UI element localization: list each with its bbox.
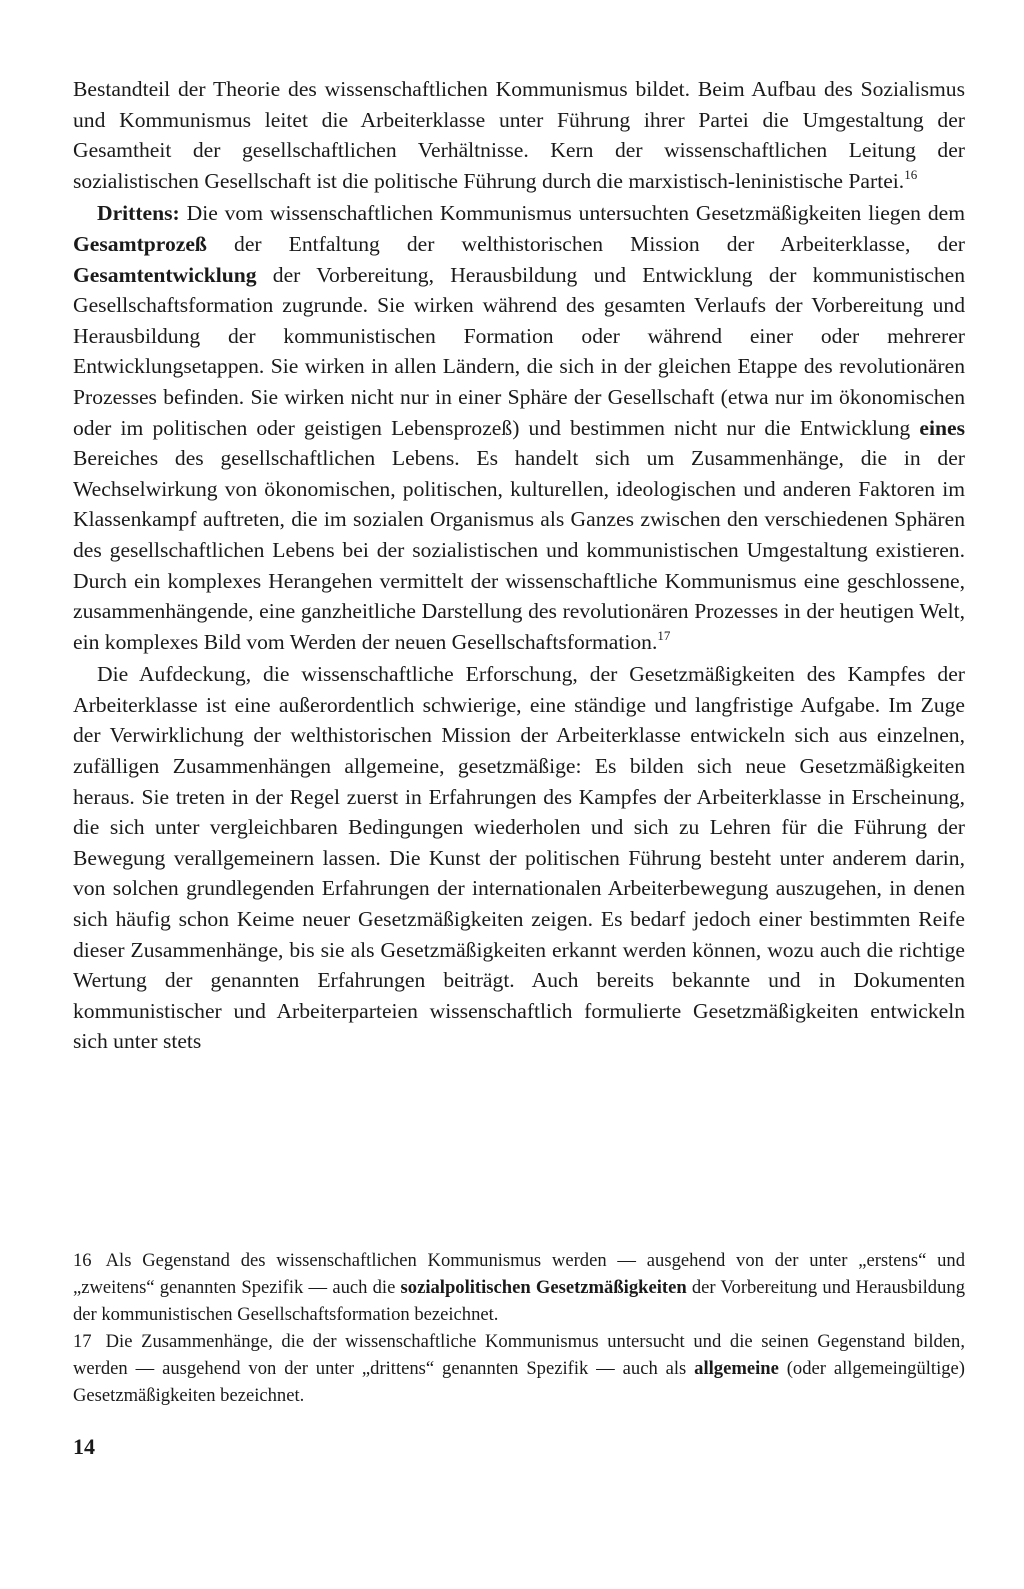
footnote-16-text-a: Als Gegenstand des wissenschaftlichen Kommunismus werden — ausgehend von der unter „erstens“ und „zweitens“ genannten Spezifik — auch die bbox=[73, 1250, 965, 1298]
paragraph-2-text-c: der Entfaltung der welthistorischen Mission der Arbeiterklasse, der bbox=[206, 231, 965, 256]
footnote-number: 17 bbox=[73, 1331, 92, 1352]
emphasis-gesamtentwicklung: Gesamtentwicklung bbox=[73, 262, 257, 287]
page-number: 14 bbox=[73, 1434, 95, 1459]
footnote-number: 16 bbox=[73, 1250, 92, 1271]
main-text bbox=[73, 74, 965, 1057]
paragraph-1-text: Bestandteil der Theorie des wissenschaftlichen Kommunismus bildet. Beim Aufbau des Sozialismus und Kommunismus leitet die Arbeiterklasse unter Führung ihrer Partei die Umgestaltung der Gesamtheit der gesellschaftlichen Verhältnisse. Kern der wissenschaftlichen Leitung der sozialistischen Gesellschaft ist die politische Führung durch die marxistisch-leninistische Partei. bbox=[73, 77, 965, 193]
footnote-17-emphasis: allgemeine bbox=[694, 1358, 779, 1379]
emphasis-gesamtprozess: Gesamtprozeß bbox=[73, 231, 207, 256]
footnote-17-text-b: (oder allgemeingültige) Gesetzmäßigkeiten bezeichnet. bbox=[73, 1358, 965, 1406]
paragraph-2-text-e: Bereiches des gesellschaftlichen Lebens. Es handelt sich um Zusammenhänge, die in der Wechselwirkung von ökonomischen, politischen, kulturellen, ideologischen und anderen Faktoren im Klassenkampf auftreten, die im sozialen Organismus als Ganzes zwischen den verschiedenen Sphären des gesellschaftlichen Lebens bei der sozialistischen und kommunistischen Umgestaltung existieren. Durch ein komplexes Herangehen vermittelt der wissenschaftliche Kommunismus eine geschlossene, zusammenhängende, eine ganzheitliche Darstellung des revolutionären Prozesses in der heutigen Welt, ein komplexes Bild vom Werden der neuen Gesellschaftsformation. bbox=[73, 446, 965, 654]
footnote-16-text-b: der Vorbereitung und Herausbildung der kommunistischen Gesellschaftsformation bezeichnet. bbox=[73, 1277, 965, 1325]
paragraph-2 bbox=[73, 198, 965, 657]
paragraph-3: Die Aufdeckung, die wissenschaftliche Erforschung, der Gesetzmäßigkeiten des Kampfes der Arbeiterklasse ist eine außerordentlich schwierige, eine ständige und langfristige Aufgabe. Im Zuge der Verwirklichung der welthistorischen Mission der Arbeiterklasse entwickeln sich aus einzelnen, zufälligen Zusammenhängen allgemeine, gesetzmäßige: Es bilden sich neue Gesetzmäßigkeiten heraus. Sie treten in der Regel zuerst in Erfahrungen des Kampfes der Arbeiterklasse in Erscheinung, die sich unter vergleichbaren Bedingungen wiederholen und sich zu Lehren für die Führung der Bewegung verallgemeinern lassen. Die Kunst der politischen Führung besteht unter anderem darin, von solchen grundlegenden Erfahrungen der internationalen Arbeiterbewegung auszugehen, in denen sich häufig schon Keime neuer Gesetzmäßigkeiten zeigen. Es bedarf jedoch einer bestimmten Reife dieser Zusammenhänge, bis sie als Gesetzmäßigkeiten erkannt werden können, wozu auch die richtige Wertung der genannten Erfahrungen beiträgt. Auch bereits bekannte und in Dokumenten kommunistischer und Arbeiterparteien wissenschaftlich formulierte Gesetzmäßigkeiten entwickeln sich unter stets bbox=[73, 662, 965, 1054]
emphasis-eines: eines bbox=[919, 415, 965, 440]
paragraph-2-text-d: der Vorbereitung, Herausbildung und Entwicklung der kommunistischen Gesellschaftsformation zugrunde. Sie wirken während des gesamten Verlaufs der Vorbereitung und Herausbildung der kommunistischen Formation oder während einer oder mehrerer Entwicklungsetappen. Sie wirken in allen Ländern, die sich in der gleichen Etappe des revolutionären Prozesses befinden. Sie wirken nicht nur in einer Sphäre der Gesellschaft (etwa nur im ökonomischen oder im politischen oder geistigen Lebensprozeß) und bestimmen nicht nur die Entwicklung bbox=[73, 262, 965, 440]
footnotes bbox=[73, 1247, 965, 1409]
footnote-17-text-a: Die Zusammenhänge, die der wissenschaftliche Kommunismus untersucht und die seinen Gegenstand bilden, werden — ausgehend von der unter „drittens“ genannten Spezifik — auch als bbox=[73, 1331, 965, 1379]
paragraph-2-text-a: Die vom wissenschaftlichen Kommunismus untersuchten Gesetzmäßigkeiten liegen dem bbox=[179, 201, 965, 226]
footnote-17 bbox=[73, 1328, 965, 1409]
footnote-ref-17[interactable]: 17 bbox=[657, 627, 671, 643]
footnote-16-emphasis: sozialpolitischen Gesetzmäßigkeiten bbox=[400, 1277, 687, 1298]
drittens-lead: Drittens: bbox=[97, 201, 180, 226]
footnote-16 bbox=[73, 1247, 965, 1328]
footnote-ref-16[interactable]: 16 bbox=[904, 166, 918, 182]
paragraph-1 bbox=[73, 74, 965, 196]
